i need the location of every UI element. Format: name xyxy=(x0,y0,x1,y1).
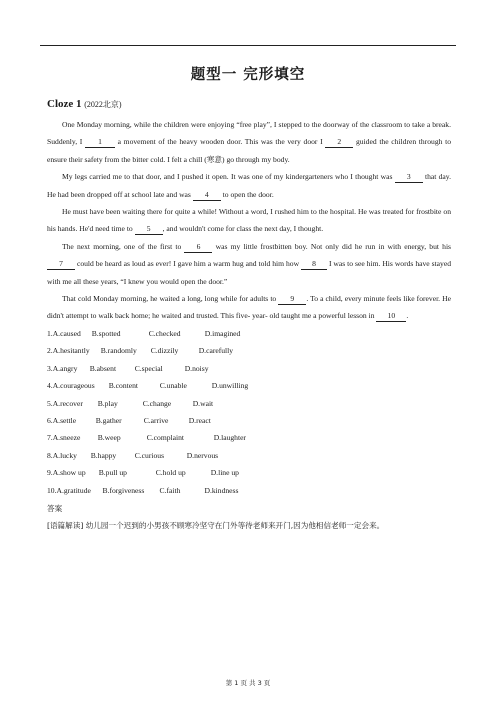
option-d: D.laughter xyxy=(213,433,246,443)
option-b: B.content xyxy=(108,381,139,391)
option-a: A.recover xyxy=(52,398,83,408)
text-run: a movement of the heavy wooden door. This was the very door I xyxy=(114,137,326,147)
text-run: , and wouldn't come for class the next day, I thought. xyxy=(162,224,324,234)
option-row xyxy=(47,395,451,412)
option-a: A.hesitantly xyxy=(52,346,90,356)
text-run: My legs carried me to that door, and I pushed it open. It was one of my kindergarteners who I thought was xyxy=(62,172,395,182)
option-a: A.sneeze xyxy=(52,433,81,443)
option-row xyxy=(47,447,451,464)
question-number: 2. xyxy=(47,346,53,356)
blank-9: 9 xyxy=(278,293,306,305)
question-number: 5. xyxy=(47,398,53,408)
option-c: C.checked xyxy=(148,328,181,338)
option-c: C.dizzily xyxy=(150,346,179,356)
option-b: B.pull up xyxy=(98,468,127,478)
document-body xyxy=(47,93,451,535)
option-b: B.play xyxy=(97,398,118,408)
option-c: C.special xyxy=(134,363,163,373)
question-number: 4. xyxy=(47,381,53,391)
option-d: D.imagined xyxy=(204,328,241,338)
option-c: C.faith xyxy=(159,485,181,495)
option-a: A.courageous xyxy=(52,381,95,391)
passage-paragraph-2 xyxy=(47,168,451,203)
option-a: A.angry xyxy=(52,363,78,373)
option-c: C.change xyxy=(142,398,172,408)
option-c: C.unable xyxy=(159,381,187,391)
option-b: B.forgiveness xyxy=(102,485,145,495)
page-title: 题型一 完形填空 xyxy=(190,67,306,83)
question-number: 3. xyxy=(47,363,53,373)
option-a: A.settle xyxy=(52,415,77,425)
blank-10: 10 xyxy=(376,310,406,322)
option-b: B.weep xyxy=(97,433,121,443)
question-number: 7. xyxy=(47,433,53,443)
option-row xyxy=(47,464,451,481)
answer-label: 答案 xyxy=(47,503,63,513)
blank-8: 8 xyxy=(301,258,327,270)
option-d: D.nervous xyxy=(186,450,219,460)
option-b: B.randomly xyxy=(100,346,137,356)
blank-6: 6 xyxy=(184,241,212,253)
option-d: D.react xyxy=(188,415,211,425)
option-a: A.caused xyxy=(52,328,81,338)
option-row xyxy=(47,377,451,394)
text-run: I was to see him. His words have stayed with me all these years, “I knew you would open the door.” xyxy=(47,259,451,286)
option-d: D.kindness xyxy=(204,485,239,495)
blank-7: 7 xyxy=(47,258,75,270)
question-number: 10. xyxy=(47,485,57,495)
option-c: C.curious xyxy=(134,450,165,460)
option-row xyxy=(47,482,451,499)
text-run: One Monday morning, while the children were enjoying “free play”, I stepped to the doorway of the classroom to take a break. Suddenly, I xyxy=(47,120,451,147)
option-row xyxy=(47,429,451,446)
question-number: 1. xyxy=(47,328,53,338)
page-footer: 第 1 页 共 3 页 xyxy=(225,679,271,687)
header-rule xyxy=(40,45,456,46)
option-b: B.spotted xyxy=(91,328,121,338)
option-a: A.lucky xyxy=(52,450,77,460)
text-run: He must have been waiting there for quite a while! Without a word, I rushed him to the hospital. He was treated for frostbite on his hands. He'd need time to xyxy=(47,207,451,234)
option-a: A.gratitude xyxy=(56,485,91,495)
answer-analysis: [语篇解读] 幼儿园一个迟到的小男孩不顾寒冷坚守在门外等待老师来开门,因为他相信老师一定会来。 xyxy=(47,521,385,531)
cloze-source: (2022北京) xyxy=(84,100,122,109)
options-list xyxy=(47,325,451,499)
blank-4: 4 xyxy=(193,189,221,201)
option-b: B.absent xyxy=(89,363,117,373)
blank-3: 3 xyxy=(395,171,423,183)
option-c: C.hold up xyxy=(155,468,186,478)
text-run: . xyxy=(406,311,409,321)
cloze-title: Cloze 1 xyxy=(47,98,82,110)
passage-paragraph-4 xyxy=(47,238,451,290)
blank-1: 1 xyxy=(85,136,115,148)
text-run: was my little frostbitten boy. Not only did he run in with energy, but his xyxy=(212,241,452,251)
blank-2: 2 xyxy=(325,136,353,148)
option-d: D.noisy xyxy=(184,363,209,373)
question-number: 6. xyxy=(47,415,53,425)
question-number: 9. xyxy=(47,468,53,478)
option-c: C.arrive xyxy=(143,415,169,425)
text-run: That cold Monday morning, he waited a long, long while for adults to xyxy=(62,294,279,304)
option-row xyxy=(47,342,451,359)
text-run: that day. He had been dropped off at school late and was xyxy=(47,172,451,199)
passage-paragraph-3 xyxy=(47,203,451,238)
passage-paragraph-5 xyxy=(47,290,451,325)
text-run: The next morning, one of the first to xyxy=(62,241,185,251)
option-row xyxy=(47,360,451,377)
text-run: to open the door. xyxy=(220,189,274,199)
option-c: C.complaint xyxy=(146,433,185,443)
question-number: 8. xyxy=(47,450,53,460)
option-d: D.line up xyxy=(210,468,239,478)
blank-5: 5 xyxy=(135,223,163,235)
text-run: . To a child, every minute feels like forever. He didn't attempt to walk back home; he waited and trusted. This five- year- old taught me a powerful lesson in xyxy=(47,294,452,321)
option-b: B.happy xyxy=(90,450,117,460)
passage-paragraph-1 xyxy=(47,116,451,168)
option-row xyxy=(47,412,451,429)
text-run: guided the children through to ensure their safety from the bitter cold. I felt a chill (寒意) go through my body. xyxy=(47,137,452,164)
cloze-heading xyxy=(47,93,451,116)
option-row xyxy=(47,325,451,342)
option-d: D.carefully xyxy=(198,346,234,356)
option-d: D.wait xyxy=(192,398,214,408)
option-d: D.unwilling xyxy=(211,381,249,391)
text-run: could be heard as loud as ever! I gave him a warm hug and told him how xyxy=(75,259,302,269)
option-b: B.gather xyxy=(95,415,122,425)
option-a: A.show up xyxy=(52,468,86,478)
